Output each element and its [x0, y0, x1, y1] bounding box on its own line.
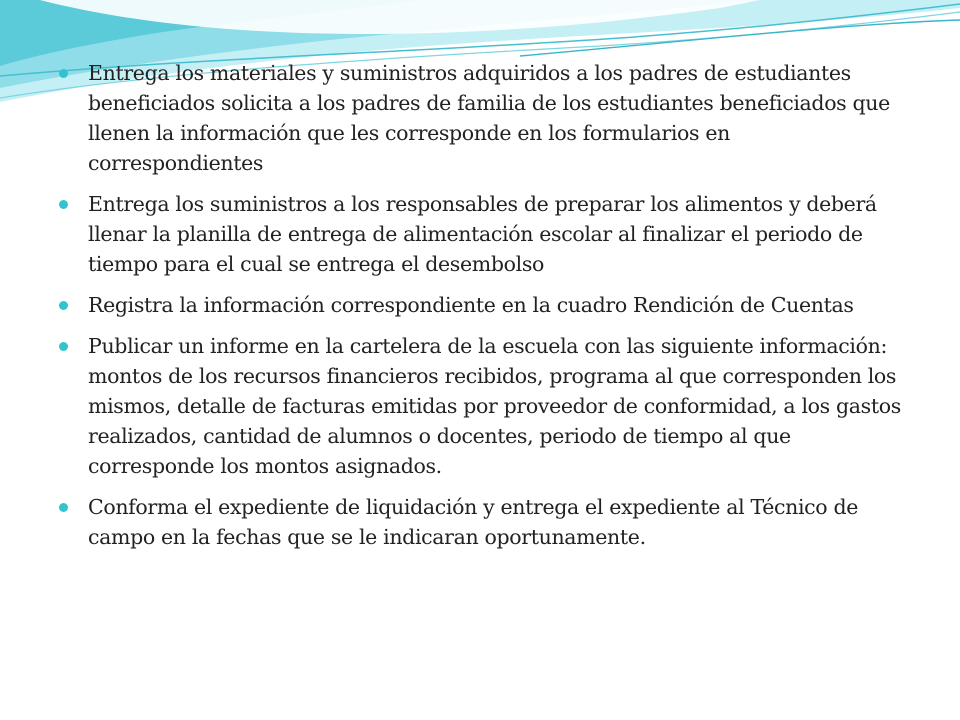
- bullet-dot-icon: [59, 342, 68, 351]
- bullet-dot-icon: [59, 301, 68, 310]
- bullet-item: [56, 492, 906, 552]
- bullet-dot-icon: [59, 69, 68, 78]
- bullet-item: [56, 331, 906, 481]
- bullet-list: [56, 58, 906, 563]
- bullet-text: Registra la información correspondiente en la cuadro Rendición de Cuentas: [88, 293, 854, 317]
- bullet-item: [56, 58, 906, 178]
- bullet-dot-icon: [59, 503, 68, 512]
- bullet-dot-icon: [59, 200, 68, 209]
- bullet-text: Publicar un informe en la cartelera de la escuela con las siguiente información: montos de los recursos financieros recibidos, programa al que corresponden los mismos, detalle de facturas emitidas por proveedor de conformidad, a los gastos realizados, cantidad de alumnos o docentes, periodo de tiempo al que corresponde los montos asignados.: [88, 334, 901, 478]
- bullet-text: Conforma el expediente de liquidación y entrega el expediente al Técnico de campo en la fechas que se le indicaran oportunamente.: [88, 495, 859, 549]
- bullet-item: [56, 290, 906, 320]
- bullet-text: Entrega los materiales y suministros adquiridos a los padres de estudiantes beneficiados solicita a los padres de familia de los estudiantes beneficiados que llenen la información que les corresponde en los formularios en correspondientes: [88, 61, 890, 175]
- bullet-text: Entrega los suministros a los responsables de preparar los alimentos y deberá llenar la planilla de entrega de alimentación escolar al finalizar el periodo de tiempo para el cual se entrega el desembolso: [88, 192, 877, 276]
- bullet-item: [56, 189, 906, 279]
